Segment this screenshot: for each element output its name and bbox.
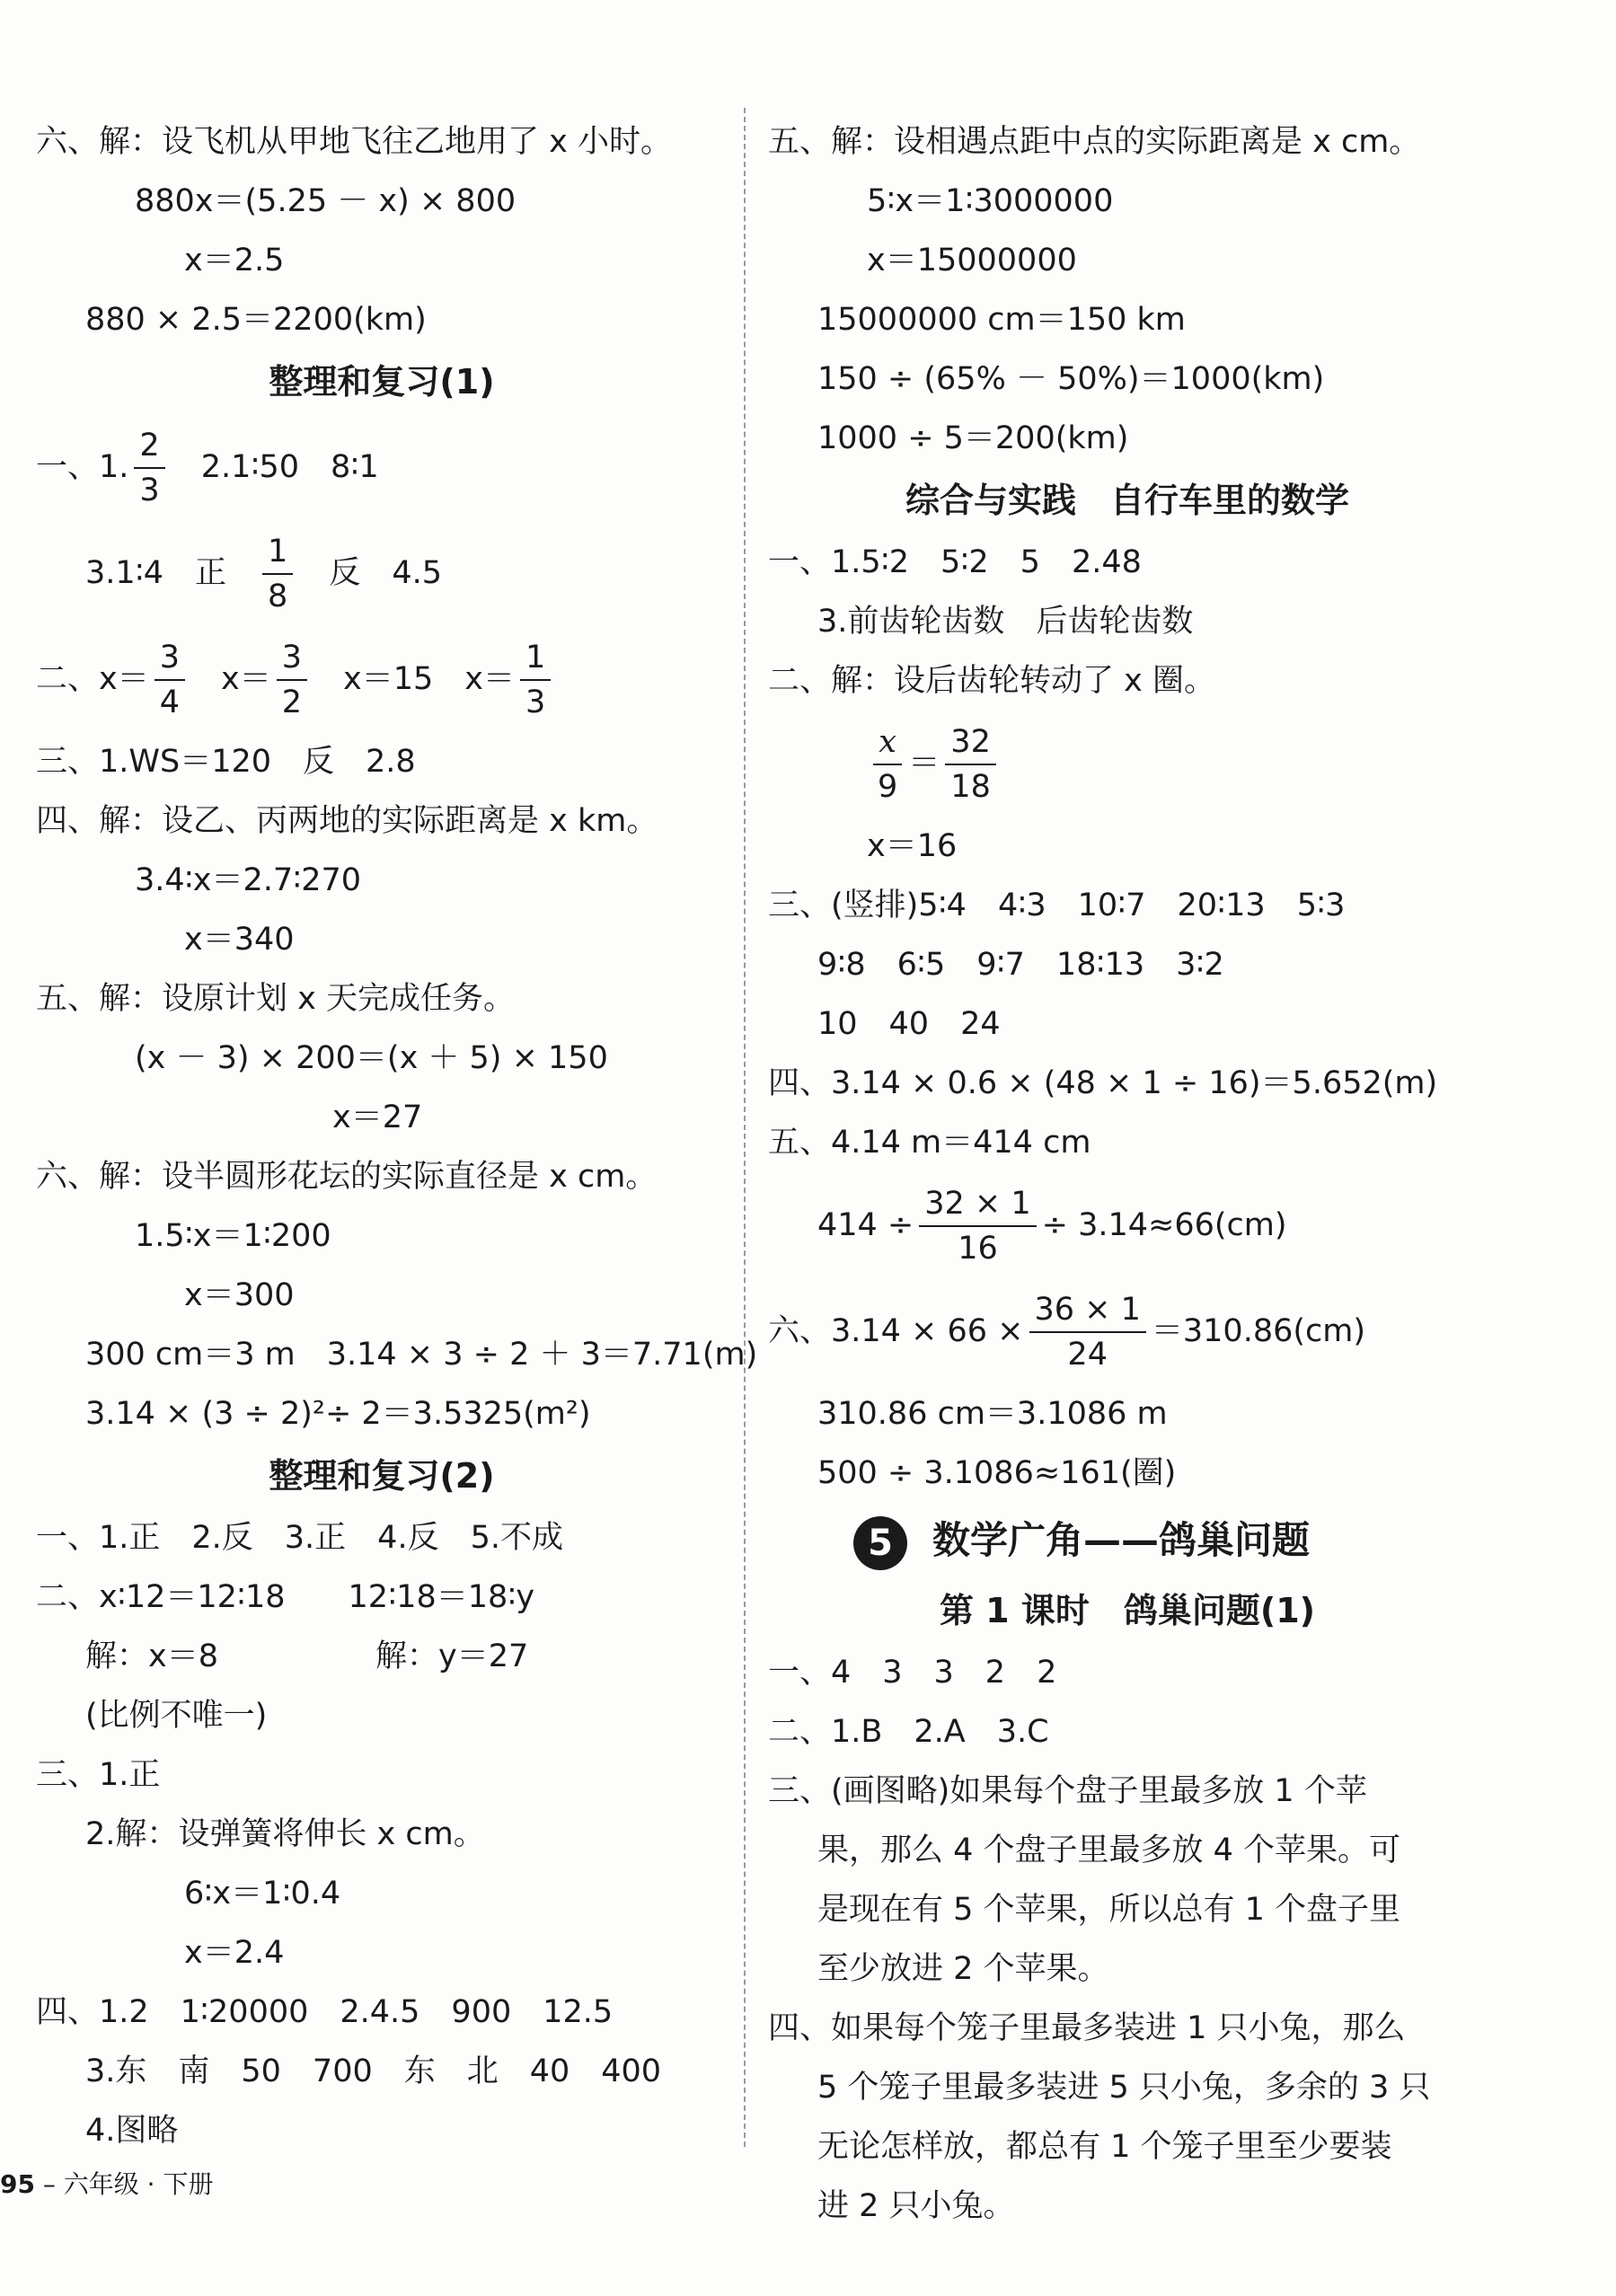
text-line: 三、1.正 xyxy=(36,1757,161,1793)
chapter-title-text: 数学广角——鸽巢问题 xyxy=(932,1518,1311,1562)
text-line: 六、解：设半圆形花坛的实际直径是 x cm。 xyxy=(36,1159,658,1195)
text-line: 1.5∶x＝1∶200 xyxy=(135,1218,331,1254)
text-line: 二、x∶12＝12∶18 12∶18＝18∶y xyxy=(36,1579,535,1615)
denominator: 3 xyxy=(525,684,546,720)
fraction-line xyxy=(768,711,1487,817)
text-line: 3.前齿轮齿数 后齿轮齿数 xyxy=(817,604,1194,640)
text-line: 无论怎样放，都总有 1 个笼子里至少要装 xyxy=(817,2129,1392,2165)
text-line: 三、(画图略)如果每个盘子里最多放 1 个苹 xyxy=(768,1773,1367,1809)
text-fragment: 六、3.14 × 66 × xyxy=(768,1313,1024,1349)
fraction-line xyxy=(36,414,728,520)
column-divider xyxy=(744,108,746,2147)
fraction xyxy=(945,720,996,808)
text-line: 一、4 3 3 2 2 xyxy=(768,1655,1057,1691)
numerator: 3 xyxy=(155,636,185,681)
text-line: 一、1.5∶2 5∶2 5 2.48 xyxy=(768,544,1142,580)
text-line: 15000000 cm＝150 km xyxy=(817,302,1186,338)
text-line: x＝16 xyxy=(867,828,958,864)
left-column xyxy=(36,112,758,2160)
fraction xyxy=(277,636,307,724)
denominator: 3 xyxy=(139,472,160,508)
page-number: 95 xyxy=(0,2169,35,2199)
text-line: x＝27 xyxy=(332,1099,423,1135)
text-fragment: x＝15 x＝ xyxy=(343,661,515,697)
text-line: 150 ÷ (65% － 50%)＝1000(km) xyxy=(817,361,1325,397)
text-fragment: x＝ xyxy=(221,661,271,697)
text-line: 880x＝(5.25 － x) × 800 xyxy=(135,183,517,219)
numerator: 32 × 1 xyxy=(919,1182,1036,1227)
text-line: 六、解：设飞机从甲地飞往乙地用了 x 小时。 xyxy=(36,124,672,160)
fraction xyxy=(155,636,185,724)
fraction xyxy=(872,720,903,808)
text-line: 500 ÷ 3.1086≈161(圈) xyxy=(817,1455,1177,1491)
numerator: 1 xyxy=(262,530,293,575)
text-line: 二、1.B 2.A 3.C xyxy=(768,1714,1049,1750)
numerator: 1 xyxy=(520,636,551,681)
text-line: 四、3.14 × 0.6 × (48 × 1 ÷ 16)＝5.652(m) xyxy=(768,1065,1438,1101)
chapter-number-badge: 5 xyxy=(853,1516,907,1570)
text-line: x＝2.5 xyxy=(184,243,285,278)
fraction xyxy=(919,1182,1036,1270)
numerator: 36 × 1 xyxy=(1029,1288,1146,1333)
text-line: 10 40 24 xyxy=(817,1006,1001,1042)
text-line: x＝300 xyxy=(184,1277,295,1313)
text-line: 880 × 2.5＝2200(km) xyxy=(85,302,427,338)
numerator: 3 xyxy=(277,636,307,681)
text-fragment: 反 4.5 xyxy=(329,555,442,591)
fraction xyxy=(1029,1288,1146,1376)
text-line: x＝340 xyxy=(184,922,295,958)
denominator: 16 xyxy=(958,1231,998,1267)
text-line: 5∶x＝1∶3000000 xyxy=(867,183,1114,219)
fraction-line xyxy=(768,1278,1487,1384)
page-footer xyxy=(0,2165,213,2201)
numerator: 2 xyxy=(134,424,164,469)
denominator: 2 xyxy=(281,684,302,720)
text-line: 9∶8 6∶5 9∶7 18∶13 3∶2 xyxy=(817,947,1224,983)
text-line: 四、解：设乙、丙两地的实际距离是 x km。 xyxy=(36,803,658,839)
text-line: x＝2.4 xyxy=(184,1935,285,1971)
text-line: 5 个笼子里最多装进 5 只小兔，多余的 3 只 xyxy=(817,2070,1431,2106)
fraction-line xyxy=(36,626,728,732)
fraction xyxy=(262,530,293,618)
text-line: 五、解：设原计划 x 天完成任务。 xyxy=(36,981,515,1017)
text-line: (比例不唯一) xyxy=(85,1698,268,1734)
text-fragment: 2.1∶50 8∶1 xyxy=(200,449,379,485)
fraction xyxy=(520,636,551,724)
text-line: 4.图略 xyxy=(85,2113,179,2149)
text-line: 三、1.WS＝120 反 2.8 xyxy=(36,744,416,780)
text-line: x＝15000000 xyxy=(867,243,1077,278)
text-line: 四、1.2 1∶20000 2.4.5 900 12.5 xyxy=(36,1994,614,2030)
text-fragment: ＝ xyxy=(908,746,940,782)
book-label: – 六年级 · 下册 xyxy=(42,2169,214,2199)
text-fragment: 414 ÷ xyxy=(817,1207,914,1243)
text-line: (x － 3) × 200＝(x ＋ 5) × 150 xyxy=(135,1040,608,1076)
text-line: 300 cm＝3 m 3.14 × 3 ÷ 2 ＋ 3＝7.71(m) xyxy=(85,1337,758,1373)
fraction-line xyxy=(36,520,728,626)
denominator: 4 xyxy=(159,684,180,720)
denominator: 8 xyxy=(268,578,288,614)
text-fragment: 一、1. xyxy=(36,449,129,485)
text-line: 3.14 × (3 ÷ 2)²÷ 2＝3.5325(m²) xyxy=(85,1396,591,1432)
text-line: 2.解：设弹簧将伸长 x cm。 xyxy=(85,1816,485,1852)
denominator: 9 xyxy=(878,769,898,805)
text-line: 解：x＝8 解：y＝27 xyxy=(85,1638,529,1674)
numerator: x xyxy=(873,720,902,765)
text-line: 至少放进 2 个苹果。 xyxy=(817,1951,1109,1987)
text-line: 五、解：设相遇点距中点的实际距离是 x cm。 xyxy=(768,124,1421,160)
right-column xyxy=(768,112,1487,2236)
chapter-title xyxy=(768,1503,1487,1578)
section-heading: 整理和复习(2) xyxy=(269,1456,495,1496)
text-line: 一、1.正 2.反 3.正 4.反 5.不成 xyxy=(36,1520,563,1556)
text-line: 1000 ÷ 5＝200(km) xyxy=(817,420,1129,456)
text-line: 进 2 只小兔。 xyxy=(817,2188,1015,2224)
text-line: 是现在有 5 个苹果，所以总有 1 个盘子里 xyxy=(817,1892,1401,1928)
text-line: 果，那么 4 个盘子里最多放 4 个苹果。可 xyxy=(817,1832,1401,1868)
denominator: 18 xyxy=(950,769,991,805)
text-fragment: ＝310.86(cm) xyxy=(1151,1313,1366,1349)
denominator: 24 xyxy=(1067,1337,1108,1373)
text-line: 3.4∶x＝2.7∶270 xyxy=(135,862,362,898)
text-line: 五、4.14 m＝414 cm xyxy=(768,1125,1091,1161)
text-line: 三、(竖排)5∶4 4∶3 10∶7 20∶13 5∶3 xyxy=(768,887,1346,923)
fraction-line xyxy=(768,1172,1487,1278)
section-heading: 综合与实践 自行车里的数学 xyxy=(905,481,1349,520)
fraction xyxy=(134,424,164,512)
text-line: 四、如果每个笼子里最多装进 1 只小兔，那么 xyxy=(768,2010,1406,2046)
section-heading: 整理和复习(1) xyxy=(269,362,495,402)
text-fragment: ÷ 3.14≈66(cm) xyxy=(1041,1207,1287,1243)
text-line: 3.东 南 50 700 东 北 40 400 xyxy=(85,2053,662,2089)
lesson-heading: 第 1 课时 鸽巢问题(1) xyxy=(939,1591,1316,1630)
text-fragment: 二、x＝ xyxy=(36,661,149,697)
text-line: 6∶x＝1∶0.4 xyxy=(184,1876,341,1912)
text-line: 310.86 cm＝3.1086 m xyxy=(817,1396,1168,1432)
text-fragment: 3.1∶4 正 xyxy=(85,555,227,591)
numerator: 32 xyxy=(945,720,996,765)
text-line: 二、解：设后齿轮转动了 x 圈。 xyxy=(768,663,1215,699)
